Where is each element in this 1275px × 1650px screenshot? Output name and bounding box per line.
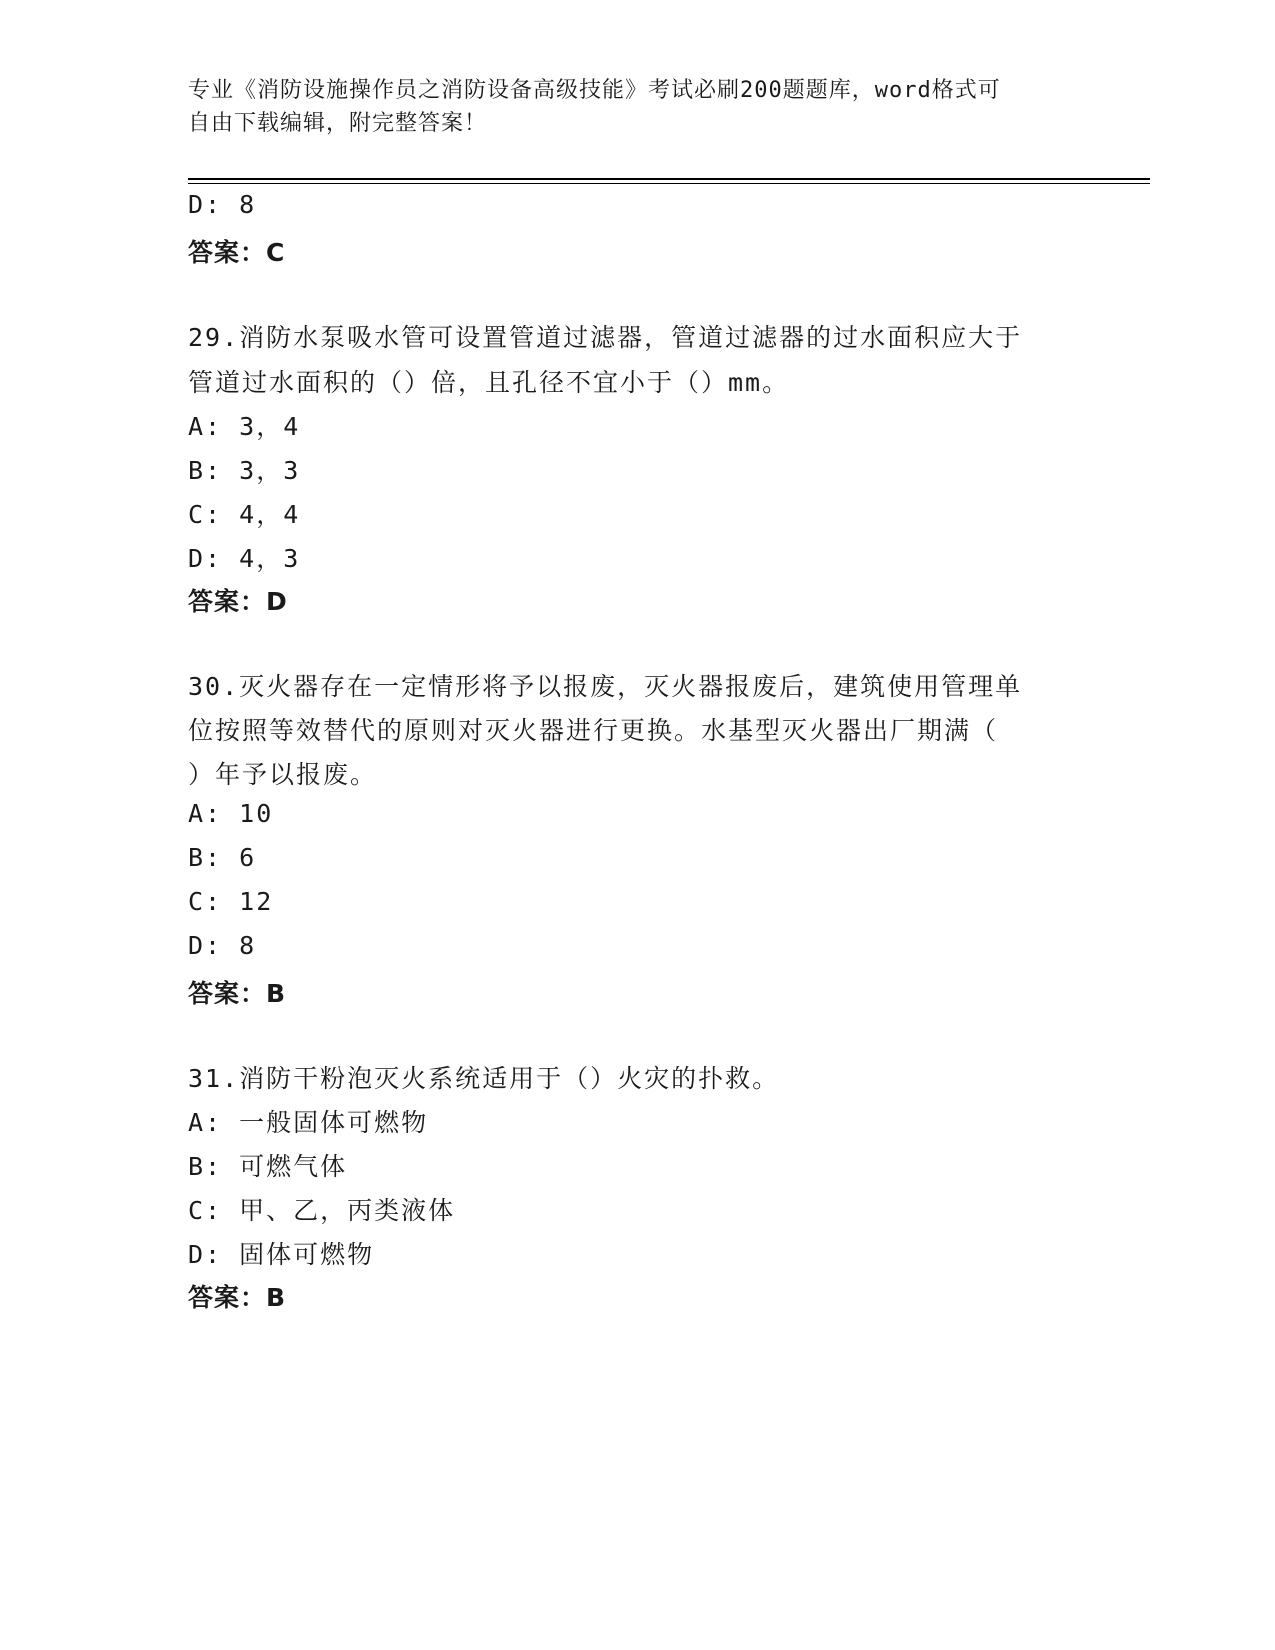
q30-text-line-3: ）年予以报废。 bbox=[188, 760, 378, 789]
q31-option-b: B: 可燃气体 bbox=[188, 1152, 348, 1181]
q29-option-c: C: 4，4 bbox=[188, 500, 301, 529]
q30-option-d: D: 8 bbox=[188, 931, 257, 960]
q31-option-a: A: 一般固体可燃物 bbox=[188, 1108, 429, 1137]
q31-option-d: D: 固体可燃物 bbox=[188, 1240, 375, 1269]
q29-text-line-1: 29.消防水泵吸水管可设置管道过滤器，管道过滤器的过水面积应大于 bbox=[188, 323, 1023, 352]
q30-option-b: B: 6 bbox=[188, 843, 257, 872]
q29-option-b: B: 3，3 bbox=[188, 456, 301, 485]
q29-option-a: A: 3，4 bbox=[188, 412, 301, 441]
header-divider-thick bbox=[188, 178, 1150, 180]
q29-option-d: D: 4，3 bbox=[188, 544, 301, 573]
header-divider-thin bbox=[188, 183, 1150, 184]
q30-text-line-2: 位按照等效替代的原则对灭火器进行更换。水基型灭火器出厂期满（ bbox=[188, 716, 999, 745]
prev-answer: 答案：C bbox=[188, 238, 286, 267]
header-line-2: 自由下载编辑，附完整答案！ bbox=[188, 111, 488, 136]
q31-answer: 答案：B bbox=[188, 1283, 287, 1312]
prev-option-d: D: 8 bbox=[188, 190, 257, 219]
q29-text-line-2: 管道过水面积的（）倍，且孔径不宜小于（）mm。 bbox=[188, 368, 790, 397]
header-line-1: 专业《消防设施操作员之消防设备高级技能》考试必刷200题题库，word格式可 bbox=[188, 78, 1001, 103]
q31-text-line-1: 31.消防干粉泡灭火系统适用于（）火灾的扑救。 bbox=[188, 1064, 780, 1093]
q29-answer: 答案：D bbox=[188, 587, 288, 616]
q30-option-c: C: 12 bbox=[188, 887, 274, 916]
document-header bbox=[188, 74, 1088, 140]
q31-option-c: C: 甲、乙，丙类液体 bbox=[188, 1196, 456, 1225]
q30-text-line-1: 30.灭火器存在一定情形将予以报废，灭火器报废后，建筑使用管理单 bbox=[188, 672, 1023, 701]
q30-answer: 答案：B bbox=[188, 979, 287, 1008]
q30-option-a: A: 10 bbox=[188, 799, 274, 828]
